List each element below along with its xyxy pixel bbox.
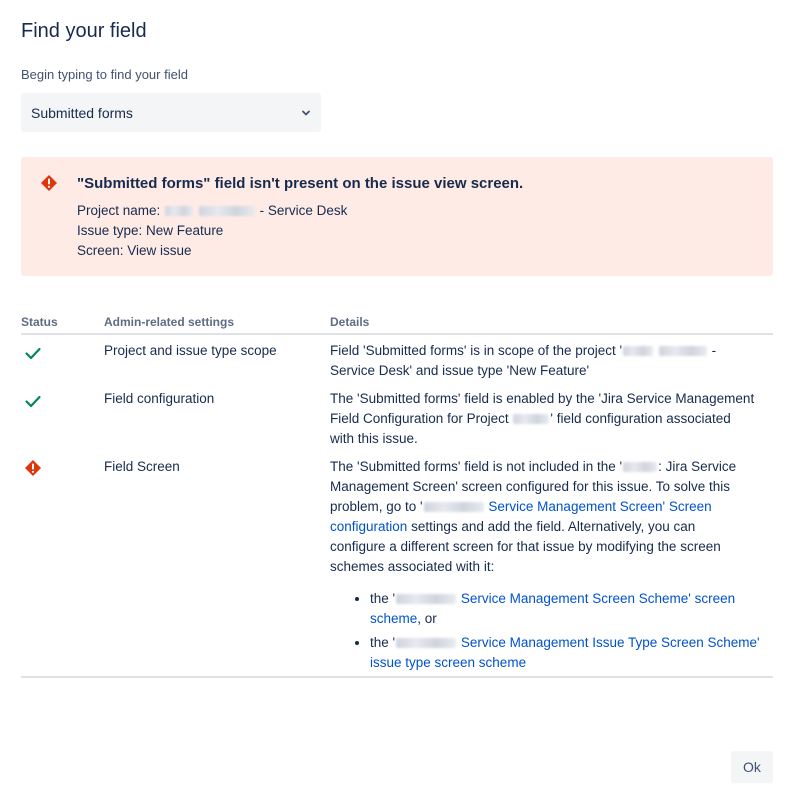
row-setting-field-config: Field configuration xyxy=(104,391,215,406)
table-header-divider xyxy=(21,333,773,335)
row-details-field-screen: The 'Submitted forms' field is not included in the ' : Jira Service Management Screen' screen configured for this issue. To solve this problem, go to ' Service Management Screen' Screen configuration settings and add the field. Alternatively, you can configure a different screen for that issue by modifying the screen schemes associated with it: xyxy=(330,459,737,574)
error-project: Project name: - Service Desk xyxy=(77,203,348,218)
error-issue-type: Issue type: New Feature xyxy=(77,223,224,238)
screen-scheme-link[interactable]: Service Management Screen Scheme' screen scheme xyxy=(370,591,736,626)
col-details: Details xyxy=(330,315,370,329)
redacted-text xyxy=(623,462,657,472)
col-status: Status xyxy=(21,315,58,329)
field-select-value: Submitted forms xyxy=(31,104,133,121)
field-select[interactable] xyxy=(21,93,321,132)
redacted-text xyxy=(659,346,707,356)
search-label: Begin typing to find your field xyxy=(21,67,188,82)
issue-type-screen-scheme-link[interactable]: Service Management Issue Type Screen Scheme' issue type screen scheme xyxy=(370,635,760,670)
error-icon xyxy=(40,174,58,192)
error-banner xyxy=(21,157,773,276)
error-screen: Screen: View issue xyxy=(77,243,192,258)
redacted-text xyxy=(396,594,456,604)
list-item: • the ' Service Management Screen Scheme' screen scheme, or xyxy=(370,589,770,629)
error-heading: "Submitted forms" field isn't present on the issue view screen. xyxy=(77,175,524,192)
chevron-down-icon xyxy=(301,108,311,118)
row-setting-scope: Project and issue type scope xyxy=(104,343,277,358)
check-icon xyxy=(24,392,42,410)
screen-configuration-link-cont[interactable]: configuration xyxy=(330,519,408,534)
redacted-text xyxy=(396,638,456,648)
row-details-scope: Field 'Submitted forms' is in scope of the project ' - Service Desk' and issue type 'New Feature' xyxy=(330,343,717,378)
row-details-field-config: The 'Submitted forms' field is enabled by the 'Jira Service Management Field Configuration for Project ' field configuration associated with this issue. xyxy=(330,391,755,446)
col-admin-settings: Admin-related settings xyxy=(104,315,235,329)
row-setting-field-screen: Field Screen xyxy=(104,459,180,474)
error-icon xyxy=(24,459,42,477)
redacted-text xyxy=(165,206,193,216)
table-bottom-divider xyxy=(21,676,773,678)
ok-button[interactable]: Ok xyxy=(731,751,773,783)
list-item: • the ' Service Management Issue Type Screen Scheme' issue type screen scheme xyxy=(370,633,770,673)
redacted-text xyxy=(623,346,653,356)
redacted-text xyxy=(424,502,484,512)
check-icon xyxy=(24,344,42,362)
redacted-text xyxy=(513,414,549,424)
screen-configuration-link[interactable]: Service Management Screen' Screen xyxy=(423,499,712,514)
redacted-text xyxy=(199,206,255,216)
screen-scheme-list xyxy=(340,589,770,677)
dialog-title: Find your field xyxy=(21,20,147,42)
